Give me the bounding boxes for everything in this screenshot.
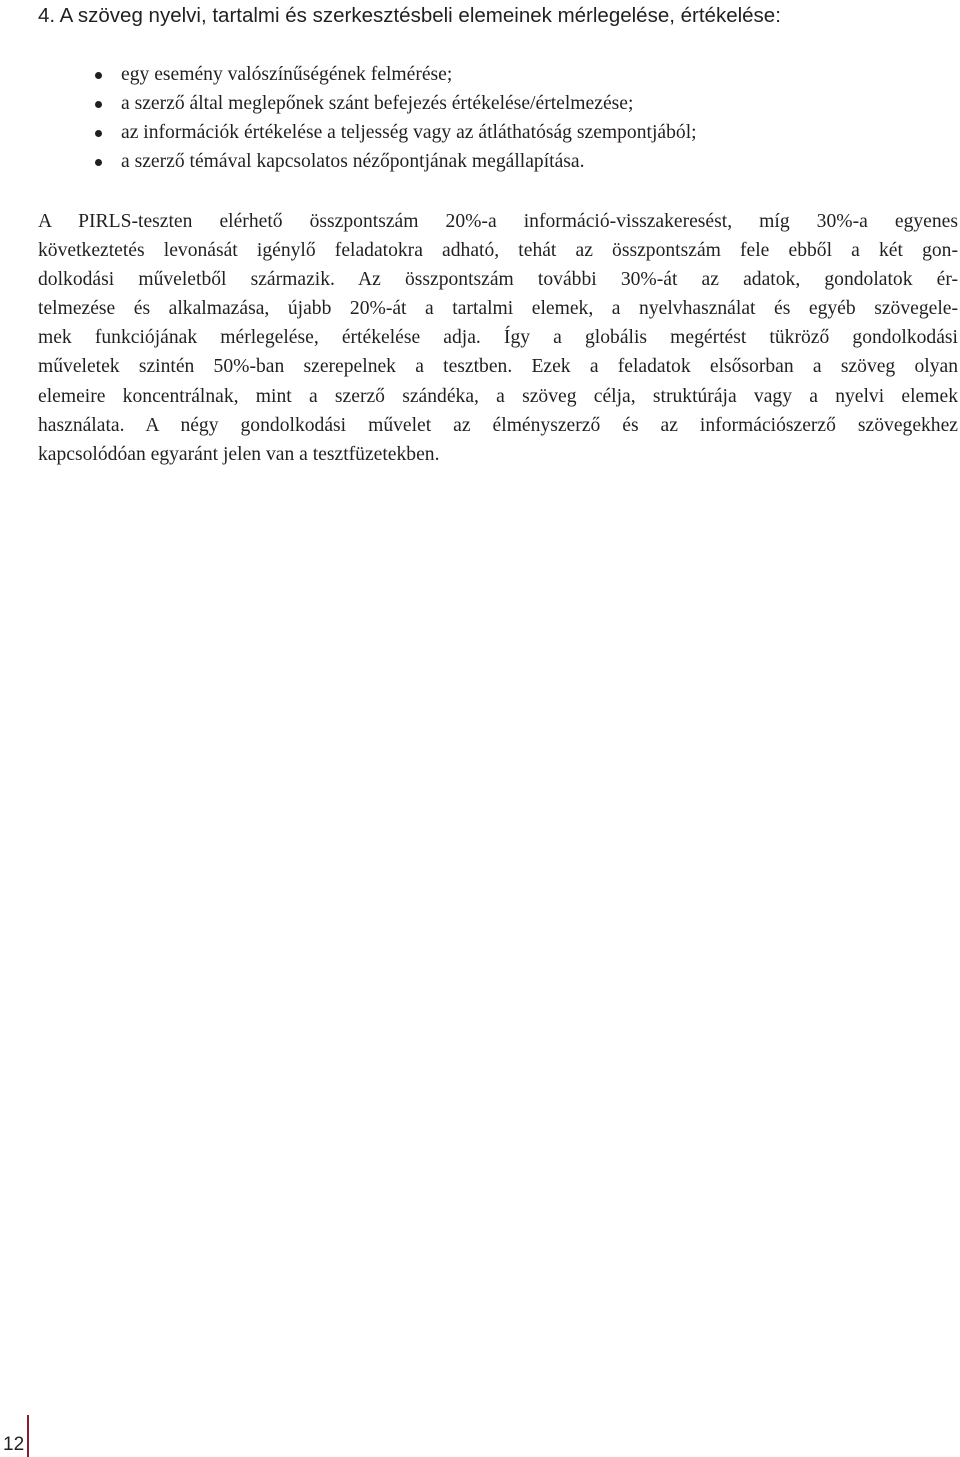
paragraph-line: telmezése és alkalmazása, újabb 20%-át a tartalmi elemek, a nyelvhasználat és egyéb szövegele- <box>38 298 958 320</box>
list-item-text: egy esemény valószínűségének felmérése; <box>121 64 453 85</box>
list-item <box>0 147 697 176</box>
paragraph-line: mek funkciójának mérlegelése, értékelése adja. Így a globális megértést tükröző gondolkodási <box>38 327 958 349</box>
paragraph-line: következtetés levonását igénylő feladatokra adható, tehát az összpontszám fele ebből a két gon- <box>38 240 958 262</box>
paragraph-line: elemeire koncentrálnak, mint a szerző szándéka, a szöveg célja, struktúrája vagy a nyelvi elemek <box>38 385 958 407</box>
bullet-icon <box>95 130 102 137</box>
page-number: 12 <box>3 1434 25 1455</box>
section-heading: 4. A szöveg nyelvi, tartalmi és szerkesztésbeli elemeinek mérlegelése, értékelése: <box>38 4 781 27</box>
paragraph-line: dolkodási műveletből származik. Az összpontszám további 30%-át az adatok, gondolatok ér- <box>38 269 958 291</box>
bullet-icon <box>95 159 102 166</box>
bullet-icon <box>95 101 102 108</box>
list-item-text: az információk értékelése a teljesség vagy az átláthatóság szempontjából; <box>121 122 697 143</box>
paragraph-line: használata. A négy gondolkodási művelet az élményszerző és az információszerző szövegekhez <box>38 414 958 436</box>
list-item <box>0 60 697 89</box>
paragraph-line: kapcsolódóan egyaránt jelen van a tesztfüzetekben. <box>38 443 440 465</box>
list-item <box>0 118 697 147</box>
body-paragraph <box>38 207 958 469</box>
list-item-text: a szerző témával kapcsolatos nézőpontjának megállapítása. <box>121 151 585 172</box>
page-rule <box>27 1415 29 1457</box>
bullet-list <box>0 60 697 176</box>
list-item-text: a szerző által meglepőnek szánt befejezés értékelése/értelmezése; <box>121 93 634 114</box>
bullet-icon <box>95 72 102 79</box>
list-item <box>0 89 697 118</box>
paragraph-line: műveletek szintén 50%-ban szerepelnek a tesztben. Ezek a feladatok elsősorban a szöveg olyan <box>38 356 958 378</box>
paragraph-line: A PIRLS-teszten elérhető összpontszám 20%-a információ-visszakeresést, míg 30%-a egyenes <box>38 211 958 232</box>
